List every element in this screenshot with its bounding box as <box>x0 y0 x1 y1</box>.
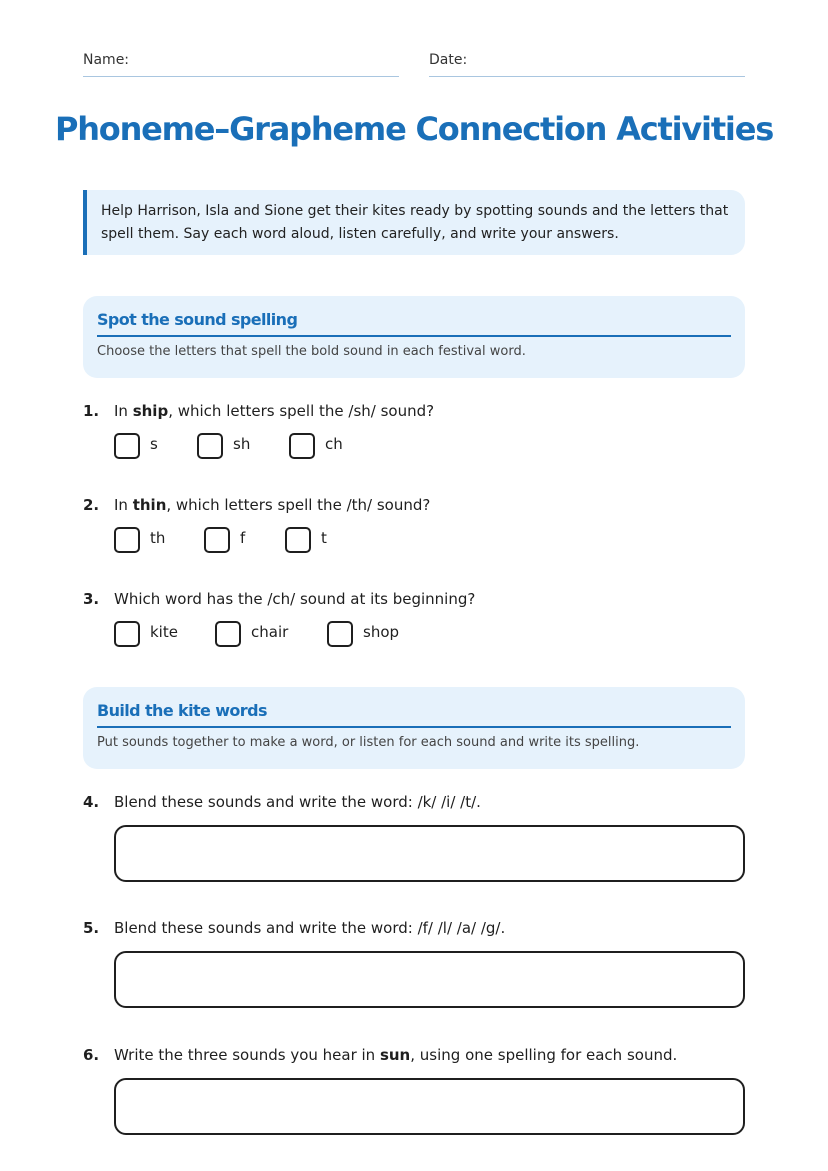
name-label: Name: <box>83 52 130 68</box>
checkbox[interactable] <box>215 621 241 647</box>
question-number: 6. <box>83 1046 100 1064</box>
question-number: 5. <box>83 919 100 937</box>
option-label: f <box>240 529 246 547</box>
intro-callout: Help Harrison, Isla and Sione get their kites ready by spotting sounds and the letters that spell them. Say each word aloud, listen carefully, and write your answers. <box>83 190 745 255</box>
date-label: Date: <box>429 52 468 68</box>
question-text-bold: sun <box>379 1046 411 1064</box>
checkbox[interactable] <box>327 621 353 647</box>
option-label: kite <box>150 623 178 641</box>
question-text: Blend these sounds and write the word: /k/ /i/ /t/. <box>114 793 481 811</box>
checkbox[interactable] <box>204 527 230 553</box>
question-text: Blend these sounds and write the word: /f/ /l/ /a/ /g/. <box>114 919 506 937</box>
checkbox[interactable] <box>197 433 223 459</box>
question-text-post: , using one spelling for each sound. <box>410 1046 678 1064</box>
question-text-pre: In <box>114 402 133 420</box>
section-build-words <box>83 687 745 769</box>
option-label: chair <box>251 623 289 641</box>
option-label: th <box>150 529 166 547</box>
checkbox[interactable] <box>114 527 140 553</box>
answer-box[interactable] <box>114 1078 745 1135</box>
checkbox[interactable] <box>114 433 140 459</box>
checkbox[interactable] <box>289 433 315 459</box>
question-text-post: , which letters spell the /th/ sound? <box>166 496 431 514</box>
section-title: Build the kite words <box>97 701 731 728</box>
question-text-bold: thin <box>132 496 167 514</box>
question-number: 3. <box>83 590 100 608</box>
question-number: 4. <box>83 793 100 811</box>
header-fields <box>83 52 745 78</box>
question-number: 1. <box>83 402 100 420</box>
section-description: Choose the letters that spell the bold sound in each festival word. <box>97 344 526 359</box>
question-text-pre: In <box>114 496 133 514</box>
option-label: sh <box>233 435 251 453</box>
question-text <box>114 496 430 514</box>
question-text-pre: Write the three sounds you hear in <box>114 1046 380 1064</box>
question-number: 2. <box>83 496 100 514</box>
question-text <box>114 1046 677 1064</box>
checkbox[interactable] <box>285 527 311 553</box>
option-label: t <box>321 529 327 547</box>
section-spot-sound <box>83 296 745 378</box>
answer-box[interactable] <box>114 951 745 1008</box>
section-title: Spot the sound spelling <box>97 310 731 337</box>
option-label: ch <box>325 435 343 453</box>
question-text <box>114 402 434 420</box>
question-text-post: , which letters spell the /sh/ sound? <box>168 402 435 420</box>
name-field[interactable] <box>83 52 399 77</box>
question-text: Which word has the /ch/ sound at its beginning? <box>114 590 476 608</box>
checkbox[interactable] <box>114 621 140 647</box>
option-label: shop <box>363 623 400 641</box>
question-text-bold: ship <box>132 402 169 420</box>
page-title: Phoneme–Grapheme Connection Activities <box>54 110 774 148</box>
option-label: s <box>150 435 158 453</box>
date-field[interactable] <box>429 52 745 77</box>
section-description: Put sounds together to make a word, or listen for each sound and write its spelling. <box>97 735 640 750</box>
answer-box[interactable] <box>114 825 745 882</box>
